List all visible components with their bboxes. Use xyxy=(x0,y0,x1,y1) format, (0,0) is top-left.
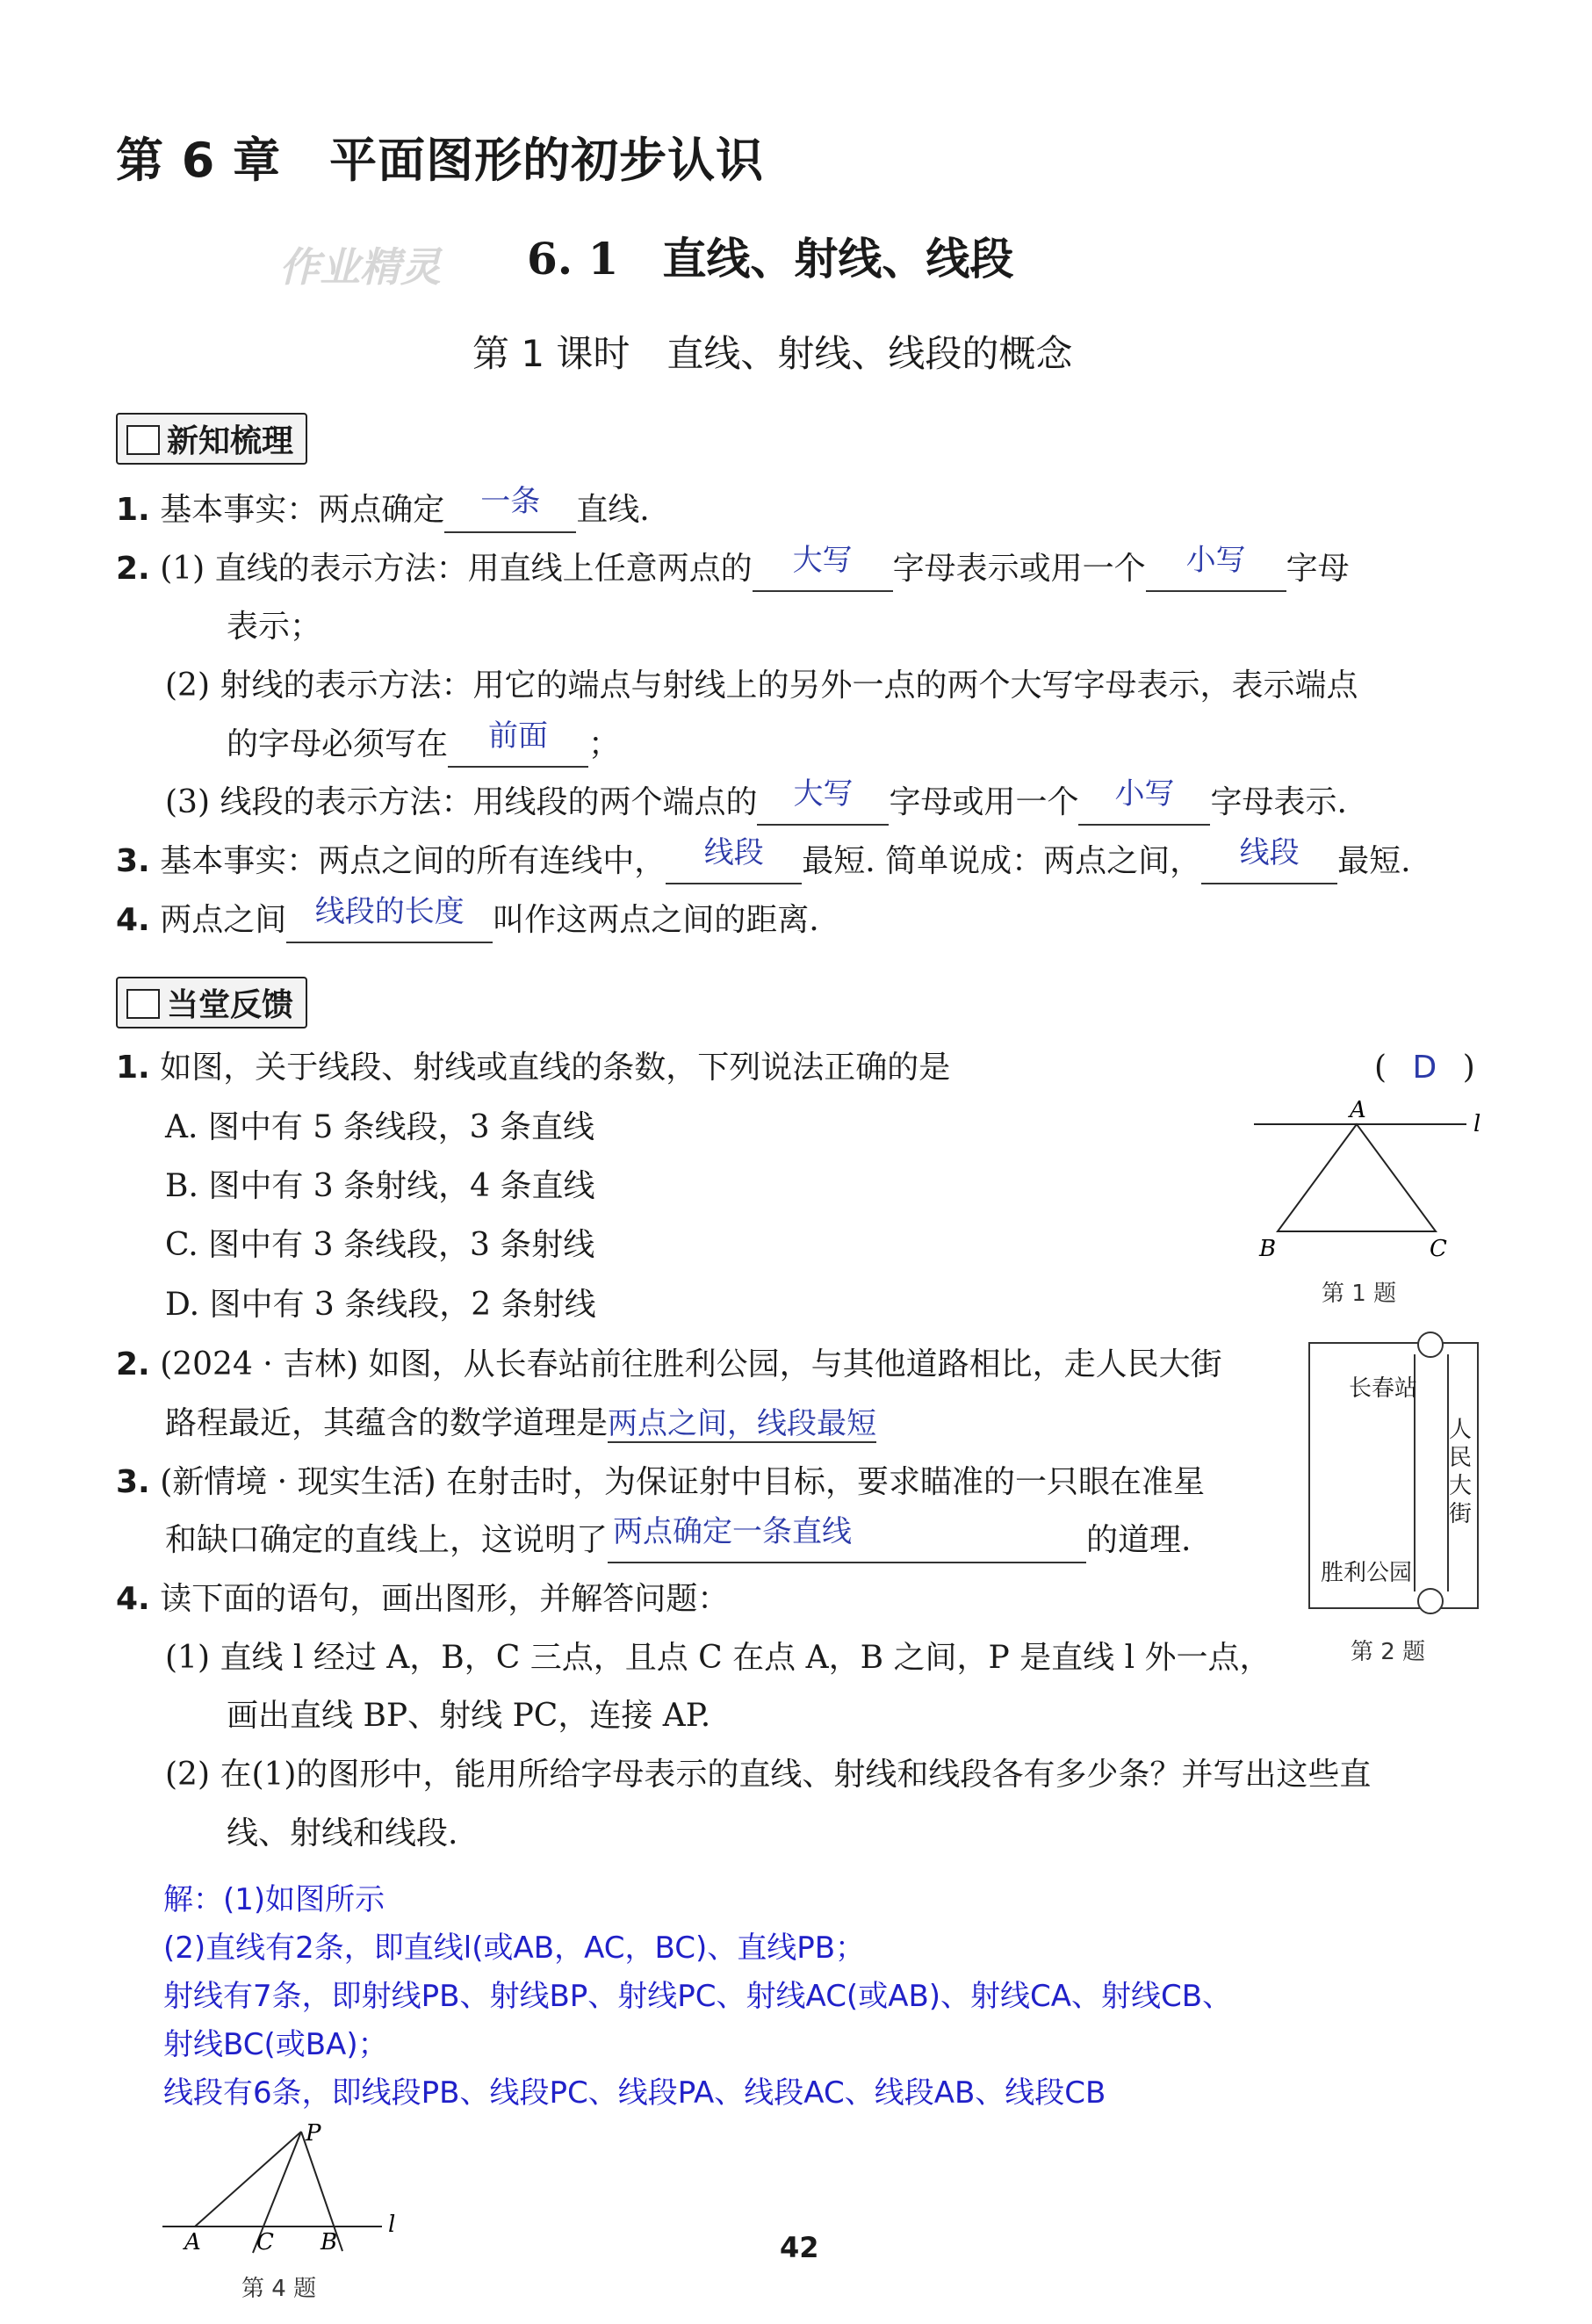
new-knowledge-heading xyxy=(116,413,307,465)
q4-part1-cont: 画出直线 BP、射线 PC，连接 AP. xyxy=(227,1698,711,1734)
knowledge-item-2-3 xyxy=(165,776,1347,826)
item-text: 的字母必须写在 xyxy=(227,726,449,762)
item-text: 读下面的语句，画出图形，并解答问题： xyxy=(160,1581,730,1617)
feedback-heading xyxy=(116,977,307,1028)
item-number: 1. xyxy=(116,1050,150,1086)
item-text: (2024 · 吉林) 如图，从长春站前往胜利公园，与其他道路相比，走人民大街 xyxy=(160,1346,1222,1382)
item-number: 1. xyxy=(116,492,150,528)
watermark: 作业精灵 xyxy=(279,243,441,291)
feedback-q4 xyxy=(116,1577,729,1622)
item-text: 如图，关于线段、射线或直线的条数，下列说法正确的是 xyxy=(160,1050,951,1086)
fill-answer: 两点之间，线段最短 xyxy=(608,1406,877,1441)
fill-blank: 一条 xyxy=(444,493,576,533)
heading-label: 新知梳理 xyxy=(167,423,294,459)
label-a: A xyxy=(184,2229,201,2255)
q4-part2: (2) 在(1)的图形中，能用所给字母表示的直线、射线和线段各有多少条？并写出这些直 xyxy=(165,1757,1372,1793)
item-text: (3) 线段的表示方法：用线段的两个端点的 xyxy=(165,784,758,820)
item-number: 2. xyxy=(116,1346,150,1382)
label-c: C xyxy=(256,2229,274,2255)
q4-part1: (1) 直线 l 经过 A，B，C 三点，且点 C 在点 A，B 之间，P 是直线 l 外一点， xyxy=(165,1640,1271,1676)
item-number: 3. xyxy=(116,843,150,879)
feedback-q1 xyxy=(116,1045,950,1091)
item-text: (1) 直线的表示方法：用直线上任意两点的 xyxy=(160,551,753,587)
feedback-q3-cont xyxy=(165,1514,1192,1563)
item-text: 最短. 简单说成：两点之间， xyxy=(802,843,1202,879)
solution-line-3: 射线有7条，即射线PB、射线BP、射线PC、射线AC(或AB)、射线CA、射线CB、 xyxy=(163,1979,1233,2014)
item-number: 2. xyxy=(116,551,150,587)
solution-line-5: 线段有6条，即线段PB、线段PC、线段PA、线段AC、线段AB、线段CB xyxy=(163,2075,1106,2111)
item-text: 字母表示. xyxy=(1210,784,1347,820)
item-text: 基本事实：两点确定 xyxy=(160,492,445,528)
segment-ap xyxy=(195,2132,301,2227)
label-b: B xyxy=(1259,1236,1277,1262)
map-label-changchun: 长春站 xyxy=(1349,1375,1418,1402)
item-text: 字母表示或用一个 xyxy=(892,551,1146,587)
item-text: 叫作这两点之间的距离. xyxy=(493,902,819,938)
choice-answer: D xyxy=(1412,1050,1437,1086)
q1-caption: 第 1 题 xyxy=(1322,1281,1397,1307)
knowledge-item-4 xyxy=(116,894,819,943)
option-b: B. 图中有 3 条射线，4 条直线 xyxy=(165,1168,595,1204)
label-p: P xyxy=(306,2121,321,2147)
triangle xyxy=(1278,1124,1436,1231)
knowledge-item-2-2-cont xyxy=(227,718,621,768)
fill-blank: 小写 xyxy=(1146,552,1286,592)
notebook-icon xyxy=(126,425,160,455)
street-road xyxy=(1414,1354,1449,1591)
bracket-open: ( xyxy=(1374,1050,1387,1086)
knowledge-item-2-2: (2) 射线的表示方法：用它的端点与射线上的另外一点的两个大写字母表示，表示端点 xyxy=(165,668,1358,704)
item-text: 两点之间 xyxy=(160,902,287,938)
pencil-icon xyxy=(126,989,160,1019)
fill-blank: 线段 xyxy=(1201,844,1337,884)
solution-line-2: (2)直线有2条，即直线l(或AB，AC，BC)、直线PB； xyxy=(163,1931,866,1966)
item-text: 的道理. xyxy=(1086,1522,1192,1558)
solution-line-1: 解：(1)如图所示 xyxy=(163,1882,385,1917)
street-end-top xyxy=(1417,1332,1444,1358)
q4-figure xyxy=(158,2121,413,2262)
fill-blank: 前面 xyxy=(448,727,588,768)
fill-blank: 大写 xyxy=(757,785,889,826)
knowledge-item-1 xyxy=(116,484,650,533)
lesson-title: 第 1 课时 直线、射线、线段的概念 xyxy=(472,332,1073,375)
q1-triangle-figure xyxy=(1247,1098,1493,1274)
solution-line-4: 射线BC(或BA)； xyxy=(163,2027,388,2062)
page-number: 42 xyxy=(780,2231,819,2264)
map-label-park: 胜利公园 xyxy=(1321,1560,1413,1586)
heading-label: 当堂反馈 xyxy=(167,987,294,1023)
q2-caption: 第 2 题 xyxy=(1351,1639,1426,1665)
item-text: 字母 xyxy=(1286,551,1350,587)
knowledge-item-3 xyxy=(116,835,1411,884)
knowledge-item-2-1-cont: 表示； xyxy=(227,609,322,645)
item-text: 字母或用一个 xyxy=(889,784,1079,820)
item-text: 基本事实：两点之间的所有连线中， xyxy=(160,843,666,879)
q4-part2-cont: 线、射线和线段. xyxy=(227,1815,458,1851)
label-a: A xyxy=(1350,1098,1366,1123)
item-number: 4. xyxy=(116,902,150,938)
label-l: l xyxy=(388,2212,396,2238)
item-text: 和缺口确定的直线上，这说明了 xyxy=(165,1522,609,1558)
item-number: 3. xyxy=(116,1464,150,1500)
bracket-close: ) xyxy=(1462,1050,1475,1086)
feedback-q3 xyxy=(116,1460,1205,1505)
fill-blank: 线段 xyxy=(666,844,802,884)
map-label-street: 人民大街 xyxy=(1449,1417,1473,1527)
option-a: A. 图中有 5 条线段，3 条直线 xyxy=(165,1109,595,1145)
fill-blank: 线段的长度 xyxy=(286,903,493,943)
label-l: l xyxy=(1473,1111,1481,1137)
item-number: 4. xyxy=(116,1581,150,1617)
item-text: ； xyxy=(588,726,621,762)
feedback-q2-cont xyxy=(165,1401,876,1447)
item-text: 最短. xyxy=(1337,843,1411,879)
knowledge-item-2-1 xyxy=(116,543,1350,592)
q4-caption: 第 4 题 xyxy=(241,2276,317,2302)
label-c: C xyxy=(1430,1236,1447,1262)
answer-bracket xyxy=(1374,1045,1475,1091)
option-d: D. 图中有 3 条线段，2 条射线 xyxy=(165,1287,596,1323)
street-end-bottom xyxy=(1417,1588,1444,1614)
item-text: 直线. xyxy=(576,492,650,528)
section-title: 6. 1 直线、射线、线段 xyxy=(527,233,1014,285)
item-text: (新情境 · 现实生活) 在射击时，为保证射中目标，要求瞄准的一只眼在准星 xyxy=(160,1464,1206,1500)
fill-blank: 大写 xyxy=(753,552,893,592)
q2-map-figure xyxy=(1308,1342,1479,1609)
label-b: B xyxy=(321,2229,338,2255)
chapter-title: 第 6 章 平面图形的初步认识 xyxy=(116,133,765,188)
fill-blank: 小写 xyxy=(1078,785,1210,826)
option-c: C. 图中有 3 条线段，3 条射线 xyxy=(165,1227,595,1263)
feedback-q2 xyxy=(116,1342,1222,1388)
fill-blank: 两点确定一条直线 xyxy=(608,1523,1086,1563)
item-text: 路程最近，其蕴含的数学道理是 xyxy=(165,1405,609,1441)
